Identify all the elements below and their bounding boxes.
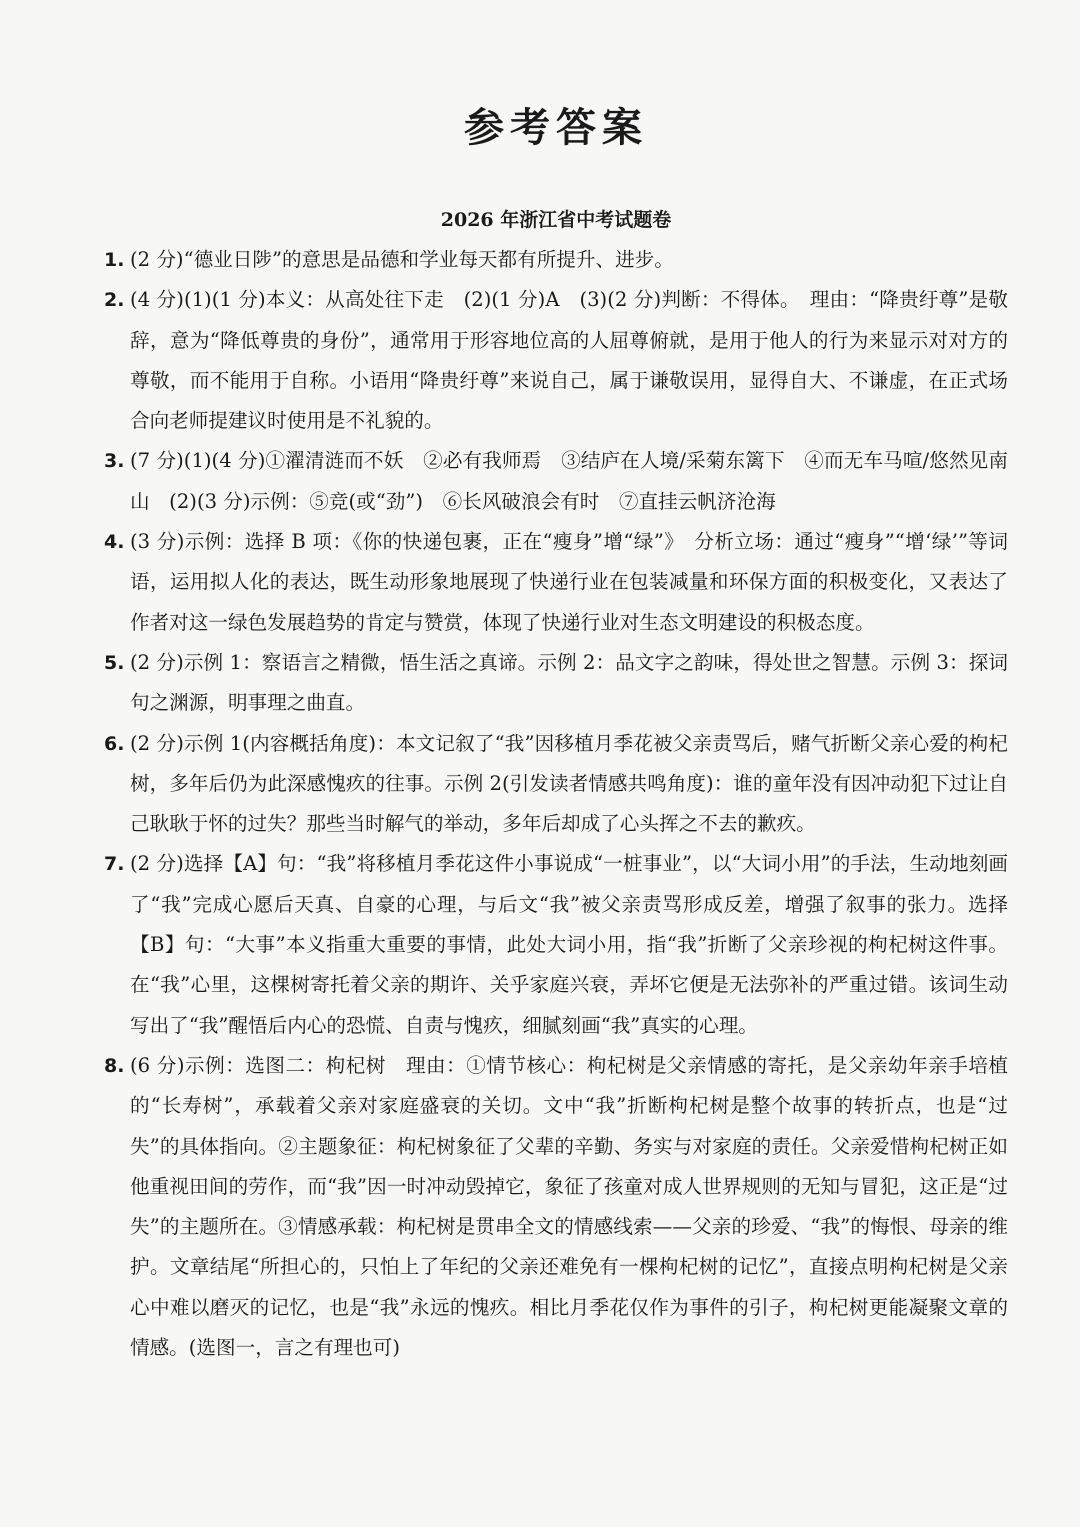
answer-number: 4. (104, 531, 125, 554)
answer-item-7 (104, 844, 1008, 1045)
answer-item-6 (104, 724, 1008, 845)
answer-item-8 (104, 1046, 1008, 1368)
answer-item-1 (104, 240, 1008, 280)
answer-number: 5. (104, 651, 125, 674)
answer-text: (4 分)(1)(1 分)本义：从高处往下走 (2)(1 分)A (3)(2 分)判断：不得体。 理由：“降贵纡尊”是敬辞，意为“降低尊贵的身份”，通常用于形容地位高的人屈尊俯就，是用于他人的行为来显示对对方的尊敬，而不能用于自称。小语用“降贵纡尊”来说自己，属于谦敬误用，显得自大、不谦虚，在正式场合向老师提建议时使用是不礼貌的。 (130, 288, 1008, 433)
answer-text: (2 分)示例 1(内容概括角度)：本文记叙了“我”因移植月季花被父亲责骂后，赌气折断父亲心爱的枸杞树，多年后仍为此深感愧疚的往事。示例 2(引发读者情感共鸣角度)：谁的童年没有因冲动犯下过让自己耿耿于怀的过失？那些当时解气的举动，多年后却成了心头挥之不去的歉疚。 (130, 731, 1008, 836)
answer-text: (2 分)示例 1：察语言之精微，悟生活之真谛。示例 2：品文字之韵味，得处世之智慧。示例 3：探词句之渊源，明事理之曲直。 (130, 650, 1008, 715)
answer-item-3 (104, 441, 1008, 522)
answer-list (104, 240, 1008, 1368)
page-title: 参考答案 (464, 104, 648, 151)
answer-text: (3 分)示例：选择 B 项：《你的快递包裹，正在“瘦身”增“绿”》 分析立场：通过“瘦身”“增‘绿’”等词语，运用拟人化的表达，既生动形象地展现了快递行业在包装减量和环保方面的积极变化，又表达了作者对这一绿色发展趋势的肯定与赞赏，体现了快递行业对生态文明建设的积极态度。 (130, 530, 1008, 634)
answer-text: (2 分)“德业日陟”的意思是品德和学业每天都有所提升、进步。 (130, 248, 674, 271)
answer-text: (6 分)示例：选图二：枸杞树 理由：①情节核心：枸杞树是父亲情感的寄托，是父亲幼年亲手培植的“长寿树”，承载着父亲对家庭盛衰的关切。文中“我”折断枸杞树是整个故事的转折点，也是“过失”的具体指向。②主题象征：枸杞树象征了父辈的辛勤、务实与对家庭的责任。父亲爱惜枸杞树正如他重视田间的劳作，而“我”因一时冲动毁掉它，象征了孩童对成人世界规则的无知与冒犯，这正是“过失”的主题所在。③情感承载：枸杞树是贯串全文的情感线索——父亲的珍爱、“我”的悔恨、母亲的维护。文章结尾“所担心的，只怕上了年纪的父亲还难免有一棵枸杞树的记忆”，直接点明枸杞树是父亲心中难以磨灭的记忆，也是“我”永远的愧疚。相比月季花仅作为事件的引子，枸杞树更能凝聚文章的情感。(选图一，言之有理也可) (130, 1053, 1008, 1360)
answer-text: (7 分)(1)(4 分)①濯清涟而不妖 ②必有我师焉 ③结庐在人境/采菊东篱下 ④而无车马喧/悠然见南山 (2)(3 分)示例：⑤竞(或“劲”) ⑥长风破浪会有时 ⑦直挂云帆济沧海 (130, 449, 1008, 513)
answer-item-2 (104, 280, 1008, 441)
answer-text: (2 分)选择【A】句：“我”将移植月季花这件小事说成“一桩事业”，以“大词小用”的手法，生动地刻画了“我”完成心愿后天真、自豪的心理，与后文“我”被父亲责骂形成反差，增强了叙事的张力。选择【B】句：“大事”本义指重大重要的事情，此处大词小用，指“我”折断了父亲珍视的枸杞树这件事。在“我”心里，这棵树寄托着父亲的期许、关乎家庭兴衰，弄坏它便是无法弥补的严重过错。该词生动写出了“我”醒悟后内心的恐慌、自责与愧疚，细腻刻画“我”真实的心理。 (130, 852, 1008, 1037)
answer-number: 2. (104, 289, 125, 312)
answer-number: 1. (104, 249, 125, 271)
answer-number: 7. (104, 853, 125, 876)
answer-item-4 (104, 522, 1008, 643)
answer-number: 6. (104, 732, 125, 755)
answer-number: 8. (104, 1054, 125, 1077)
answer-number: 3. (104, 450, 125, 473)
answer-item-5 (104, 643, 1008, 724)
exam-subtitle: 2026 年浙江省中考试题卷 (440, 209, 672, 231)
